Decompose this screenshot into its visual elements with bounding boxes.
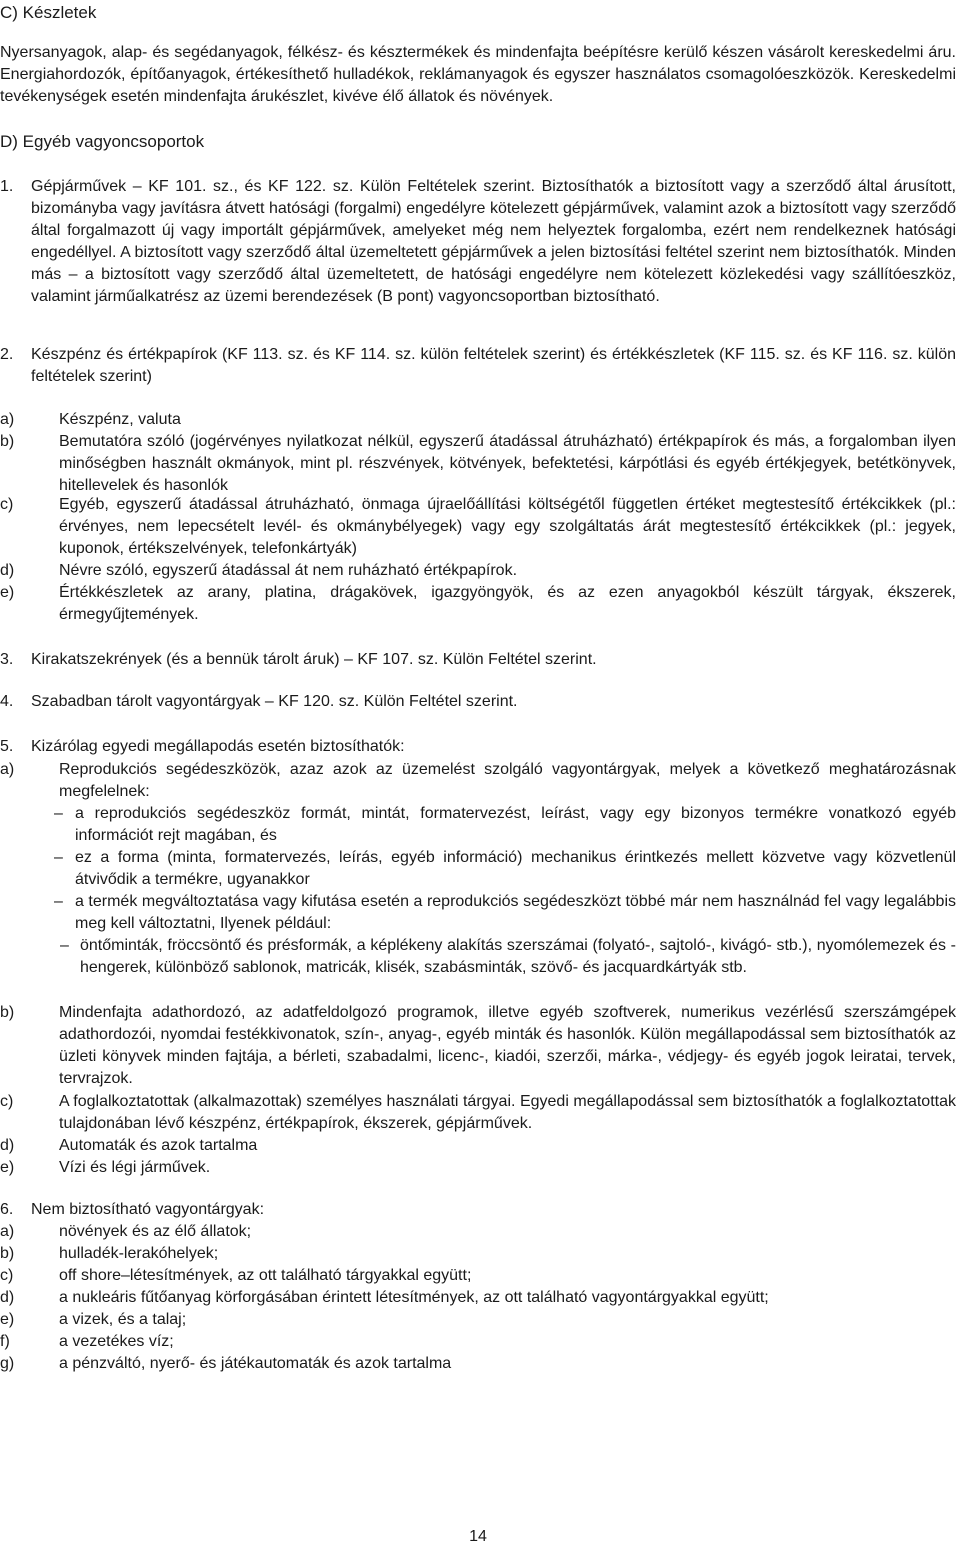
section-d-title: D) Egyéb vagyoncsoportok: [0, 132, 205, 151]
sub-item-5e: [0, 1157, 956, 1179]
sub-item-2d: [0, 560, 956, 582]
item-number: 2.: [0, 346, 14, 363]
sub-text: a vizek, és a talaj;: [59, 1311, 187, 1328]
section-c-title: C) Készletek: [0, 3, 97, 22]
sub-label: e): [0, 584, 15, 601]
sub-label: e): [0, 1311, 15, 1328]
sub-label: d): [0, 562, 15, 579]
sub-label: c): [0, 1093, 14, 1110]
sub-item-6e: [0, 1309, 956, 1331]
sub-item-6c: [0, 1265, 956, 1287]
list-item-3: [0, 649, 956, 671]
sub-item-6a: [0, 1221, 956, 1243]
list-item-5: [0, 736, 956, 758]
sub-text: Készpénz, valuta: [59, 411, 181, 428]
sub-label: b): [0, 1004, 15, 1021]
sub-item-6b: [0, 1243, 956, 1265]
dash-item-2: [0, 847, 956, 891]
page-number: 14: [469, 1528, 487, 1545]
sub-item-5a: [0, 759, 956, 803]
sub-item-5b: [0, 1002, 956, 1090]
sub-label: f): [0, 1333, 10, 1350]
sub-item-5d: [0, 1135, 956, 1157]
sub-text: Egyéb, egyszerű átadással átruházható, önmaga újraelőállítási költségétől független értéket megtestesítő értékcikkek (pl.: érvényes, nem lepecsételt levél- és okmánybélyegek) vagy egy szolgáltatás árát megtestesítő értékcikkek (pl.: jegyek, kuponok, értékszelvények, telefonkártyák): [59, 496, 956, 557]
sub-text: a vezetékes víz;: [59, 1333, 174, 1350]
dash-marker: –: [54, 893, 63, 910]
list-item-4: [0, 691, 956, 713]
sub-label: g): [0, 1355, 15, 1372]
sub-label: a): [0, 1223, 15, 1240]
item-text: Gépjárművek – KF 101. sz., és KF 122. sz. Külön Feltételek szerint. Biztosíthatók a biztosított vagy a szerződő által árusított, bizományba vagy javításra átvett hatósági (forgalmi) engedélyre kötelezett gépjárművek, valamint azok a biztosított vagy szerződő által forgalmazott új vagy importált gépjárművek, amelyeket még nem helyeztek forgalomba, ezért nem rendelkeznek hatósági engedéllyel. A biztosított vagy szerződő által üzemeltetett gépjárművek a jelen biztosítási feltétel szerint nem biztosíthatók. Minden más – a biztosított vagy szerződő által üzemeltetett, de hatósági engedélyre nem kötelezett közlekedési vagy szállítóeszköz, valamint járműalkatrész az üzemi berendezések (B pont) vagyoncsoportban biztosítható.: [31, 178, 956, 305]
dash-text: ez a forma (minta, formatervezés, leírás, egyéb információ) mechanikus érintkezés mellett közvetve vagy közvetlenül átvivődik a termékre, ugyanakkor: [75, 849, 956, 888]
sub-label: e): [0, 1159, 15, 1176]
dash-marker: –: [60, 937, 69, 954]
item-text: Kizárólag egyedi megállapodás esetén biztosíthatók:: [31, 738, 405, 755]
sub-text: a pénzváltó, nyerő- és játékautomaták és azok tartalma: [59, 1355, 452, 1372]
item-number: 4.: [0, 693, 14, 710]
sub-text: Vízi és légi járművek.: [59, 1159, 211, 1176]
sub-item-2e: [0, 582, 956, 626]
dash-item-3: [0, 891, 956, 935]
dash-marker: –: [54, 805, 63, 822]
dash-text: öntőminták, fröccsöntő és présformák, a képlékeny alakítás szerszámai (folyató-, sajtoló-, kivágó- stb.), nyomólemezek és -hengerek, különböző sablonok, matricák, klisék, szabásminták, szövő- és jacquardkártyák stb.: [80, 937, 956, 976]
sub-text: A foglalkoztatottak (alkalmazottak) személyes használati tárgyai. Egyedi megállapodással sem biztosíthatók a foglalkoztatottak tulajdonában lévő készpénz, értékpapírok, ékszerek, gépjárművek.: [59, 1093, 956, 1132]
item-number: 5.: [0, 738, 14, 755]
sub-item-6f: [0, 1331, 956, 1353]
sub-label: c): [0, 1267, 14, 1284]
sub-label: a): [0, 411, 15, 428]
dash-text: a reprodukciós segédeszköz formát, mintát, formatervezést, leírást, vagy egy bizonyos termékre vonatkozó egyéb információt rejt magában, és: [75, 805, 956, 844]
item-text: Nem biztosítható vagyontárgyak:: [31, 1201, 265, 1218]
dash-item-1: [0, 803, 956, 847]
section-c-body: Nyersanyagok, alap- és segédanyagok, félkész- és késztermékek és mindenfajta beépítésre kerülő készen vásárolt kereskedelmi áru. Energiahordozók, építőanyagok, értékesíthető hulladékok, reklámanyagok és egyszer használatos csomagolóeszközök. Kereskedelmi tevékenységek esetén mindenfajta árukészlet, kivéve élő állatok és növények.: [0, 44, 956, 105]
item-text: Készpénz és értékpapírok (KF 113. sz. és KF 114. sz. külön feltételek szerint) és értékkészletek (KF 115. sz. és KF 116. sz. külön feltételek szerint): [31, 346, 956, 385]
sub-item-2a: [0, 409, 956, 431]
sub-label: d): [0, 1289, 15, 1306]
sub-text: Névre szóló, egyszerű átadással át nem ruházható értékpapírok.: [59, 562, 518, 579]
item-text: Szabadban tárolt vagyontárgyak – KF 120. sz. Külön Feltétel szerint.: [31, 693, 518, 710]
sub-label: b): [0, 1245, 15, 1262]
list-item-6: [0, 1199, 956, 1221]
sub-text: a nukleáris fűtőanyag körforgásában érintett létesítmények, az ott található vagyontárgyakkal együtt;: [59, 1289, 769, 1306]
sub-text: Automaták és azok tartalma: [59, 1137, 258, 1154]
sub-item-6d: [0, 1287, 956, 1309]
sub-item-2c: [0, 494, 956, 560]
sub-item-5c: [0, 1091, 956, 1135]
sub-text: Mindenfajta adathordozó, az adatfeldolgozó programok, illetve egyéb szoftverek, numerikus vezérlésű szerszámgépek adathordozói, nyomdai festékkivonatok, szín-, anyag-, egyéb minták és hasonlók. Külön megállapodással sem biztosíthatók az üzleti könyvek minden fajtája, a bérleti, szabadalmi, licenc-, kiadói, szerzői, márka-, védjegy- és egyéb jogok leiratai, tervek, tervrajzok.: [59, 1004, 956, 1087]
sub-item-6g: [0, 1353, 956, 1375]
sub-text: növények és az élő állatok;: [59, 1223, 252, 1240]
sub-label: d): [0, 1137, 15, 1154]
list-item-2: [0, 344, 956, 388]
sub-label: a): [0, 761, 15, 778]
dash-marker: –: [54, 849, 63, 866]
sub-label: b): [0, 433, 15, 450]
list-item-1: [0, 176, 956, 308]
sub-item-2b: [0, 431, 956, 497]
sub-text: off shore–létesítmények, az ott található tárgyakkal együtt;: [59, 1267, 472, 1284]
sub-text: Bemutatóra szóló (jogérvényes nyilatkozat nélkül, egyszerű átadással átruházható) értékpapírok és más, a forgalomban ilyen minőségben használt okmányok, mint pl. részvények, kötvények, befektetési, kárpótlási és egyéb értékjegyek, betétkönyvek, hitellevelek és hasonlók: [59, 433, 956, 494]
sub-text: Reprodukciós segédeszközök, azaz azok az üzemelést szolgáló vagyontárgyak, melyek a következő meghatározásnak megfelelnek:: [59, 761, 956, 800]
sub-label: c): [0, 496, 14, 513]
item-number: 6.: [0, 1201, 14, 1218]
sub-text: hulladék-lerakóhelyek;: [59, 1245, 219, 1262]
dash-text: a termék megváltoztatása vagy kifutása esetén a reprodukciós segédeszközt többé már nem használnád fel vagy legalábbis meg kell változtatni, Ilyenek például:: [75, 893, 956, 932]
dash-item-4: [0, 935, 956, 979]
sub-text: Értékkészletek az arany, platina, drágakövek, igazgyöngyök, és az ezen anyagokból készült tárgyak, ékszerek, érmegyűjtemények.: [59, 584, 956, 623]
item-number: 1.: [0, 178, 14, 195]
item-text: Kirakatszekrények (és a bennük tárolt áruk) – KF 107. sz. Külön Feltétel szerint.: [31, 651, 597, 668]
item-number: 3.: [0, 651, 14, 668]
